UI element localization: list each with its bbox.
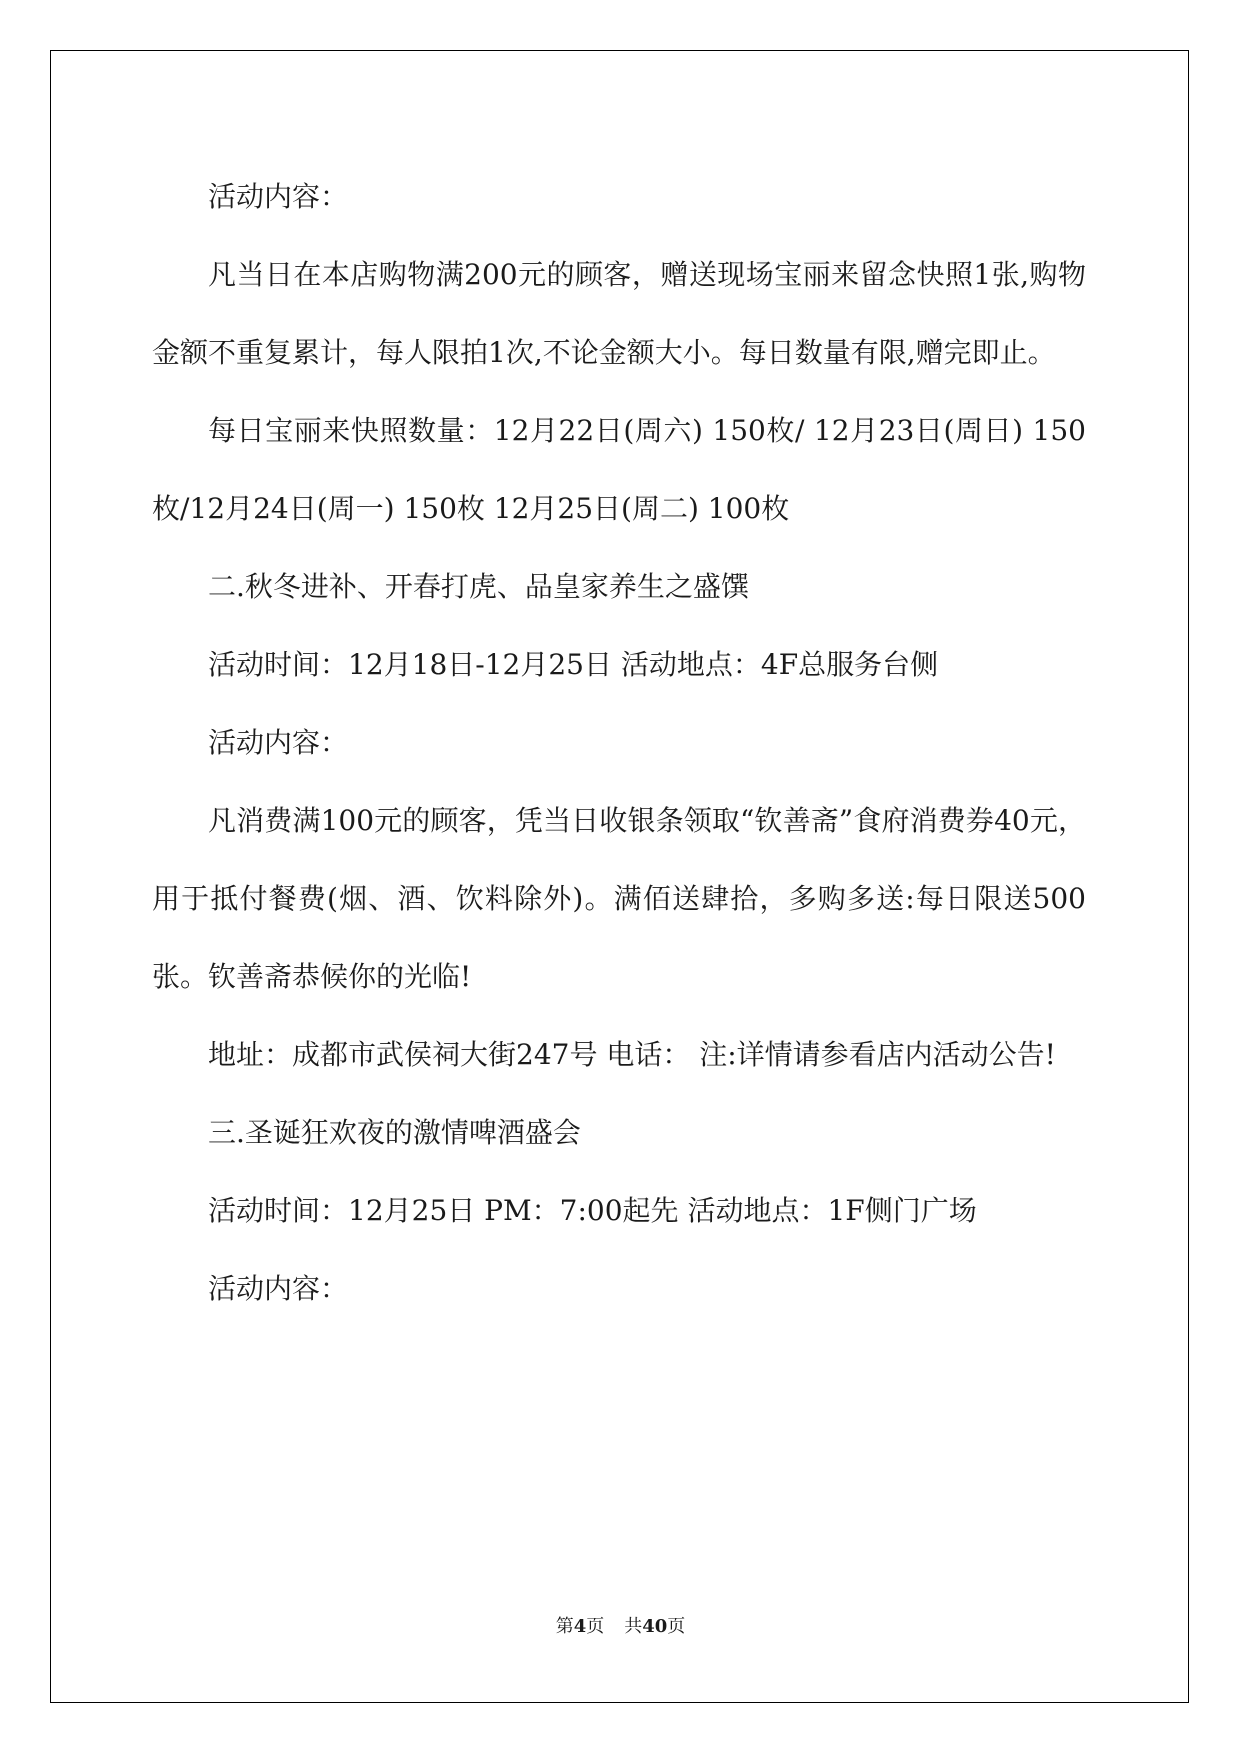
paragraph: 活动时间：12月18日-12月25日 活动地点：4F总服务台侧 xyxy=(208,648,939,681)
page-number: 4 xyxy=(573,1616,587,1637)
page-prefix: 第 xyxy=(555,1616,574,1637)
document-body xyxy=(152,158,1086,1328)
total-unit: 页 xyxy=(667,1616,686,1637)
paragraph: 活动时间：12月25日 PM：7:00起先 活动地点：1F侧门广场 xyxy=(208,1194,977,1227)
paragraph: 凡消费满100元的顾客，凭当日收银条领取“钦善斋”食府消费券40元，用于抵付餐费(烟、酒、饮料除外)。满佰送肆拾，多购多送:每日限送500张。钦善斋恭候你的光临! xyxy=(152,804,1086,993)
paragraph: 凡当日在本店购物满200元的顾客，赠送现场宝丽来留念快照1张,购物金额不重复累计，每人限拍1次,不论金额大小。每日数量有限,赠完即止。 xyxy=(152,258,1086,369)
paragraph: 每日宝丽来快照数量：12月22日(周六) 150枚/ 12月23日(周日) 150枚/12月24日(周一) 150枚 12月25日(周二) 100枚 xyxy=(152,414,1086,525)
paragraph: 活动内容： xyxy=(208,1272,349,1305)
paragraph: 活动内容： xyxy=(208,726,349,759)
paragraph: 活动内容： xyxy=(208,180,349,213)
page-unit: 页 xyxy=(586,1616,605,1637)
page-footer xyxy=(0,1612,1241,1638)
total-pages: 40 xyxy=(642,1616,668,1637)
section-heading: 二.秋冬进补、开春打虎、品皇家养生之盛馔 xyxy=(208,570,749,603)
section-heading: 三.圣诞狂欢夜的激情啤酒盛会 xyxy=(208,1116,581,1149)
total-prefix: 共 xyxy=(624,1616,643,1637)
paragraph: 地址：成都市武侯祠大街247号 电话： 注:详情请参看店内活动公告! xyxy=(208,1038,1056,1071)
